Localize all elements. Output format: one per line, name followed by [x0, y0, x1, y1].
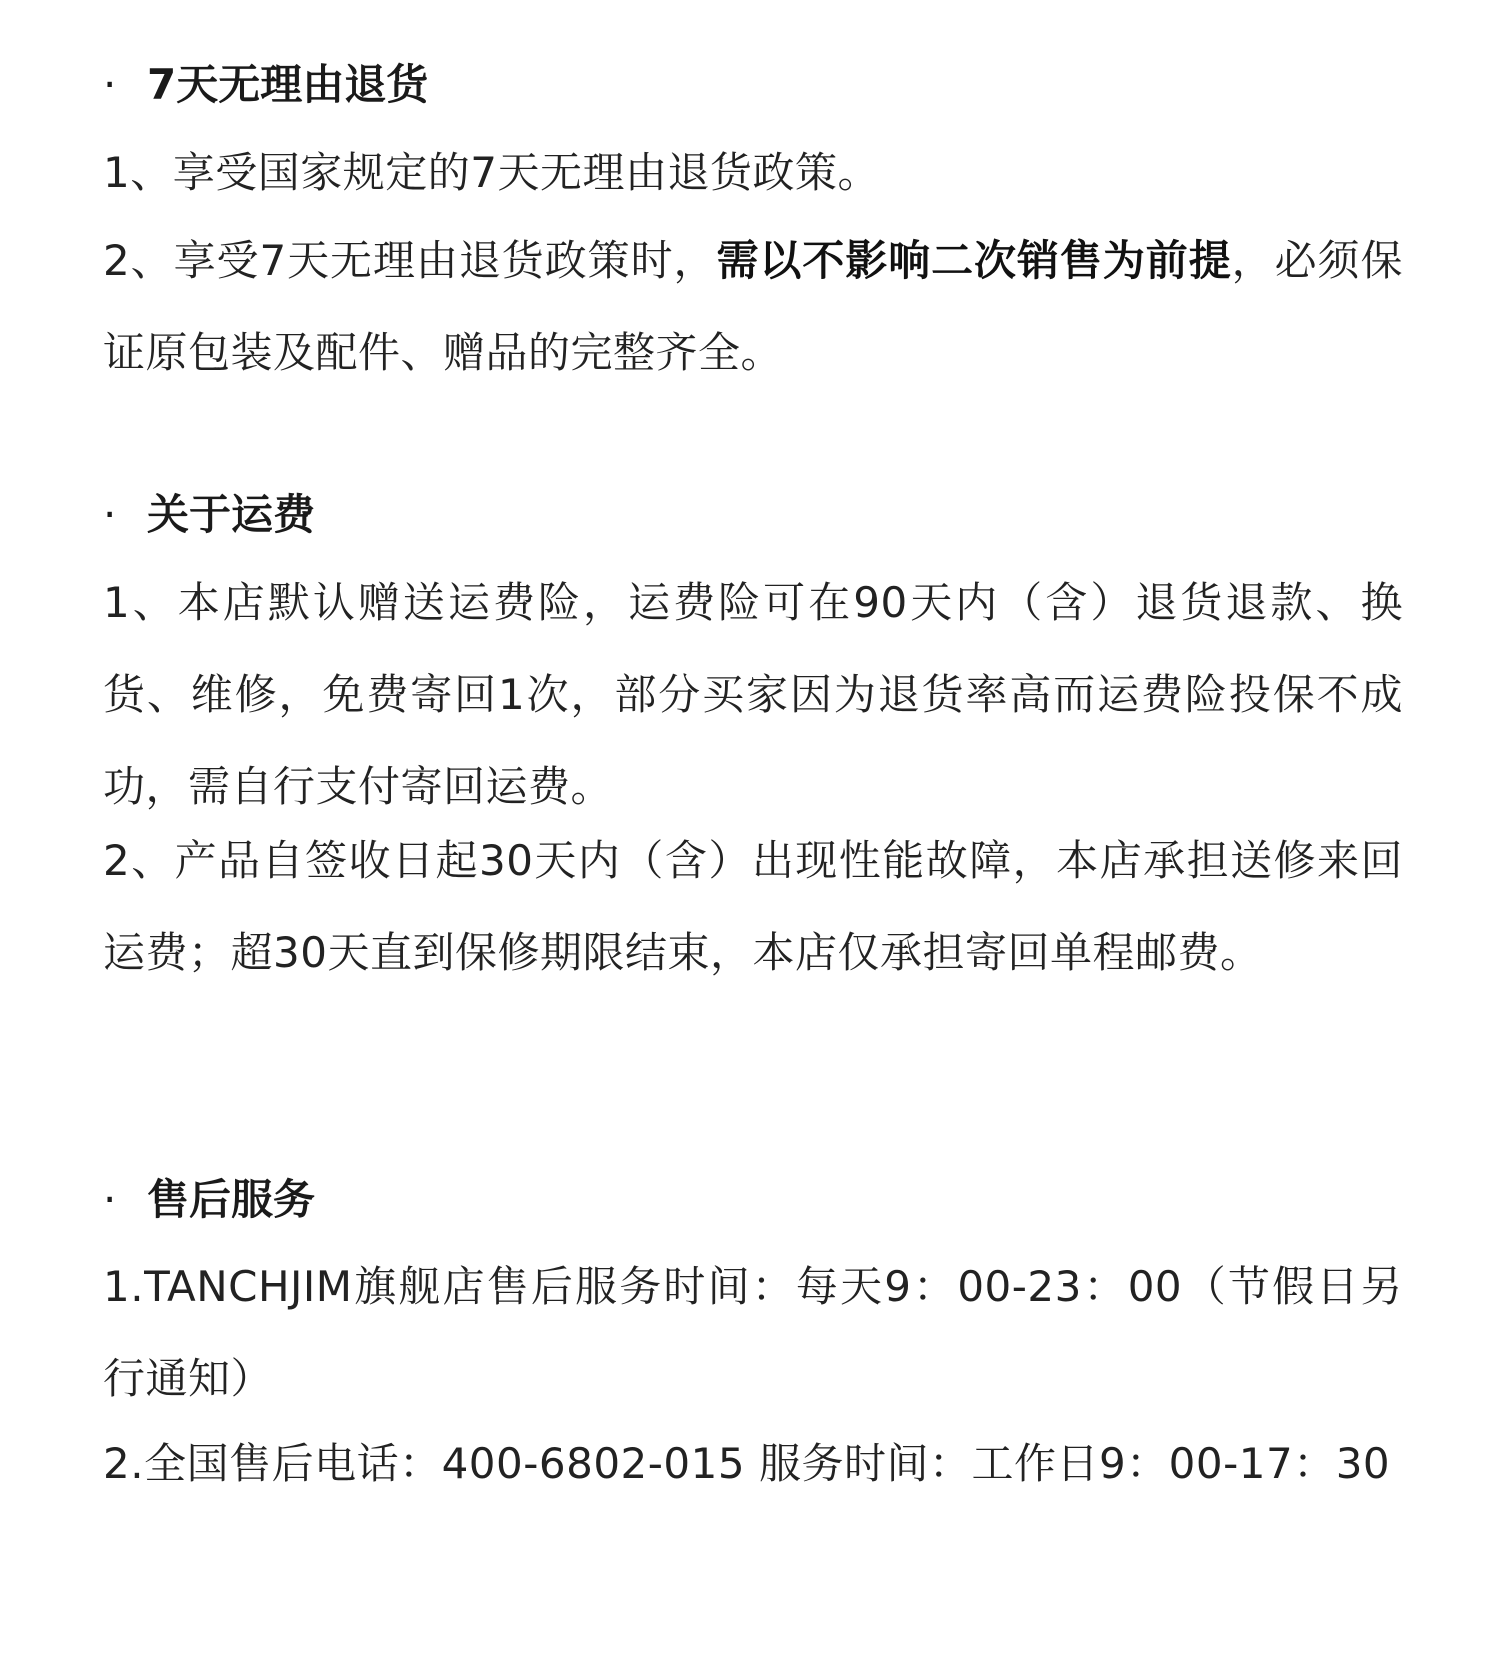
bullet: ·: [103, 490, 117, 539]
return-policy-item-2: [103, 215, 1403, 399]
section-heading-after-sales: [103, 1170, 315, 1230]
after-sales-item-2: 2.全国售后电话：400-6802-015 服务时间：工作日9：00-17：30: [103, 1439, 1391, 1488]
return-policy-item-2-emphasis: 需以不影响二次销售为前提: [716, 236, 1232, 285]
section-title: 7天无理由退货: [147, 60, 429, 109]
section-title: 售后服务: [147, 1175, 316, 1224]
return-policy-item-2-before: 2、享受7天无理由退货政策时，: [103, 236, 717, 285]
bullet: ·: [103, 1175, 117, 1224]
return-policy-item-1: 1、享受国家规定的7天无理由退货政策。: [103, 148, 880, 197]
bullet: ·: [103, 60, 117, 109]
shipping-item-1: 1、本店默认赠送运费险，运费险可在90天内（含）退货退款、换货、维修，免费寄回1次，部分买家因为退货率高而运费险投保不成功，需自行支付寄回运费。: [103, 578, 1403, 811]
after-sales-item-1: 1.TANCHJIM旗舰店售后服务时间：每天9：00-23：00（节假日另行通知）: [103, 1262, 1403, 1403]
shipping-item-2: 2、产品自签收日起30天内（含）出现性能故障，本店承担送修来回运费；超30天直到保修期限结束，本店仅承担寄回单程邮费。: [103, 836, 1403, 977]
section-heading-shipping: [103, 485, 315, 545]
section-heading-return-policy: [103, 55, 428, 115]
section-title: 关于运费: [147, 490, 316, 539]
return-policy-item-2-after: ，必须保证原包装及配件、赠品的完整齐全。: [103, 236, 1403, 377]
